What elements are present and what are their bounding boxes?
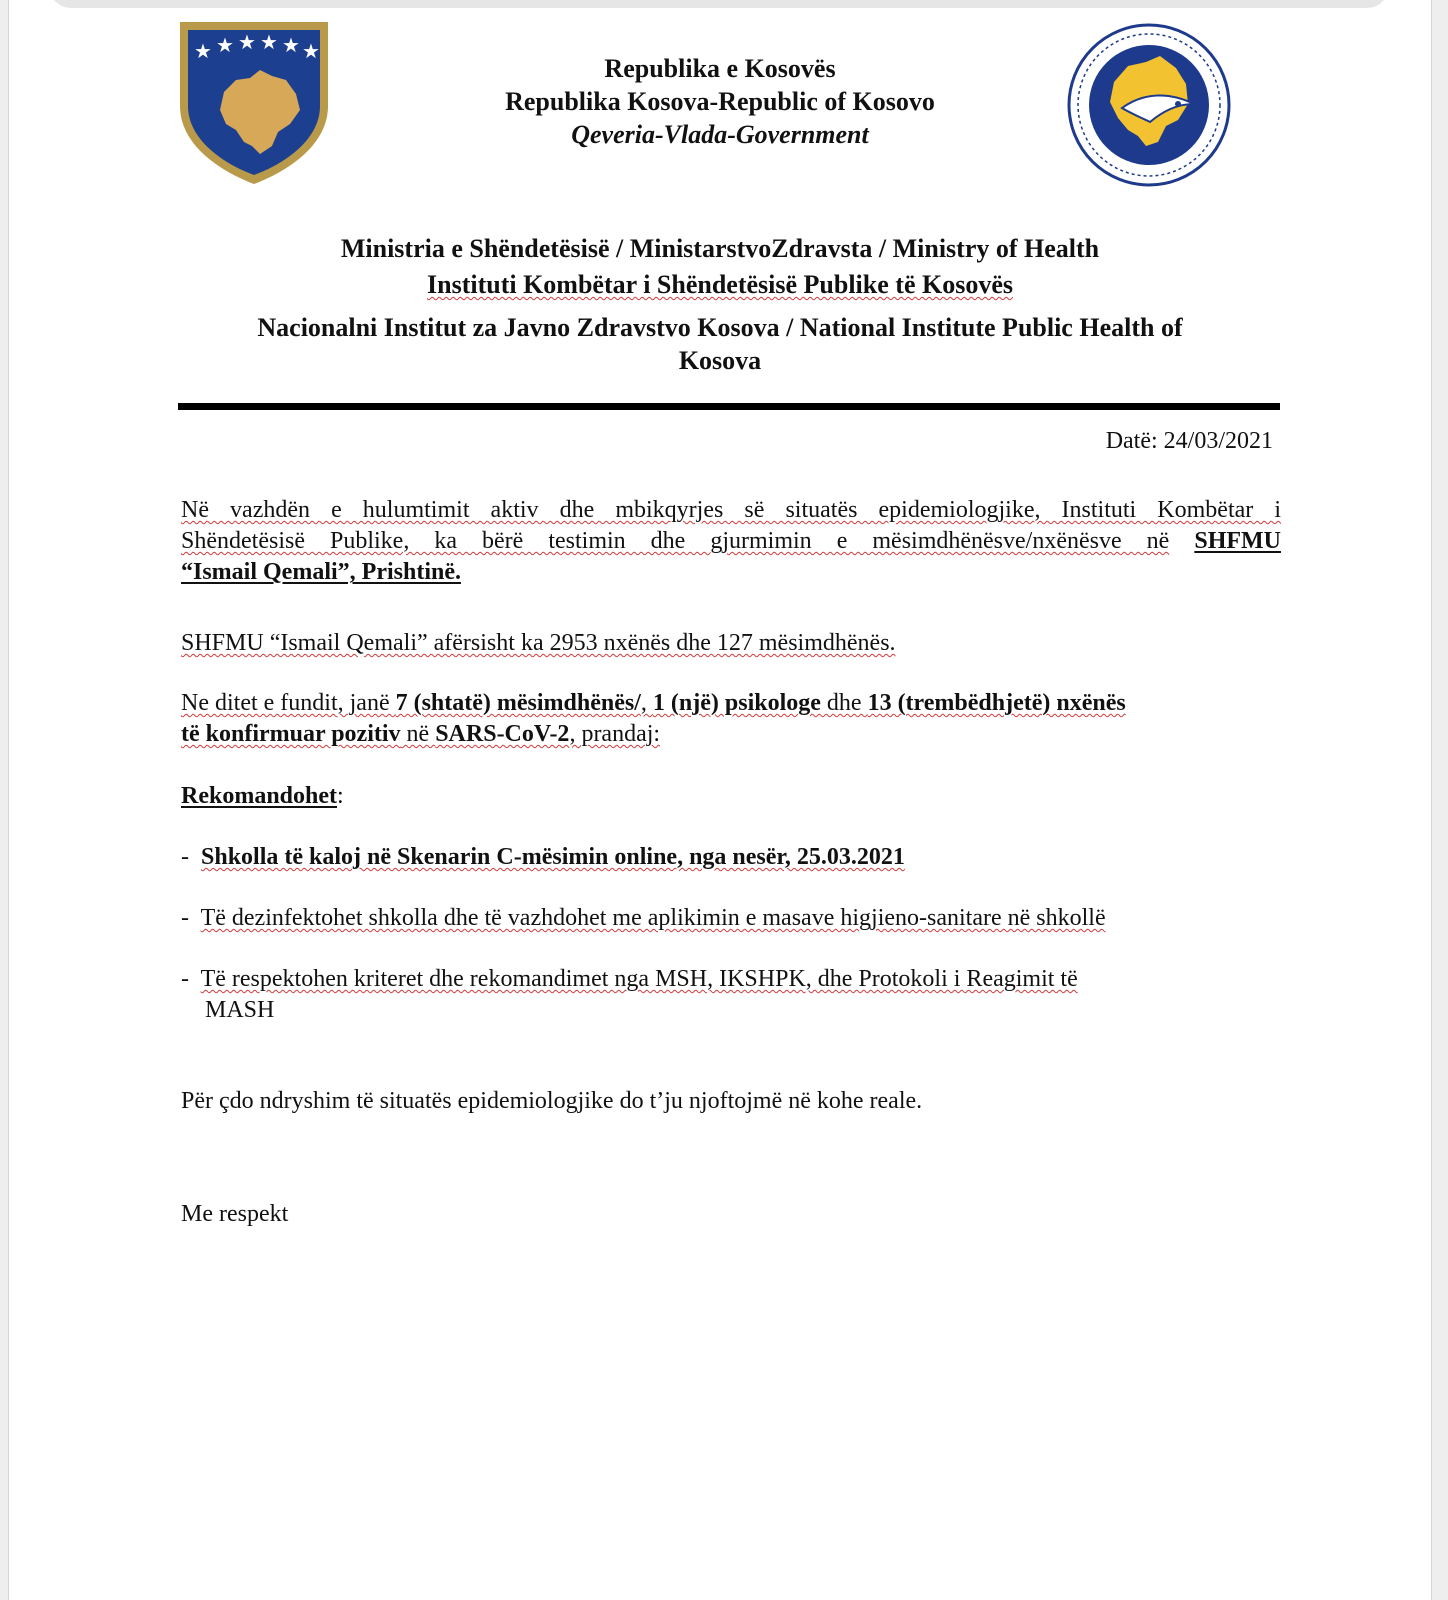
bullet-mark: -: [181, 966, 189, 992]
document-page: [8, 0, 1432, 1600]
recommendation-colon: :: [337, 783, 344, 809]
signoff: Me respekt: [181, 1201, 289, 1227]
paragraph-1-line-2: Shëndetësisë Publike, ka bërë testimin dhe gjurmimin e mësimdhënësve/nxënësve në: [181, 528, 1170, 554]
p3-text-3: dhe: [820, 690, 868, 716]
bullet-1-text: Shkolla të kaloj në Skenarin C-mësimin online, nga nesër, 25.03.2021: [201, 844, 905, 870]
ministry-line-1: Ministria e Shëndetësisë / MinistarstvoZdravsta / Ministry of Health: [340, 234, 1100, 263]
p3-text-4: në: [400, 721, 436, 747]
paragraph-1-line-1: Në vazhdën e hulumtimit aktiv dhe mbikqyrjes së situatës epidemiologjike, Instituti Kombëtar i: [181, 497, 1281, 523]
p3-teachers: 7 (shtatë) mësimdhënës/: [395, 690, 641, 716]
bullet-2: [181, 903, 1291, 934]
p3-psychologist: 1 (një) psikologe: [652, 690, 821, 716]
p3-text-5: , prandaj:: [569, 721, 661, 747]
ministry-line-3: Nacionalni Institut za Javno Zdravstvo Kosova / National Institute Public Health of: [257, 313, 1183, 342]
p3-virus: SARS-CoV-2: [435, 721, 570, 747]
bullet-1: [181, 842, 1291, 873]
svg-text:★: ★: [260, 30, 278, 54]
svg-text:★: ★: [216, 33, 234, 57]
bullet-3-text: Të respektohen kriteret dhe rekomandimet nga MSH, IKSHPK, dhe Protokoli i Reagimit të: [200, 966, 1078, 992]
header-divider: [178, 403, 1280, 410]
bullet-mark: -: [181, 905, 189, 931]
government-header: [9, 52, 1431, 151]
bullet-mark: -: [181, 844, 189, 870]
paragraph-2: SHFMU “Ismail Qemali” afërsisht ka 2953 nxënës dhe 127 mësimdhënës.: [181, 630, 896, 656]
paragraph-3: [181, 688, 1291, 750]
p3-text-1: Ne ditet e fundit, janë: [181, 690, 396, 716]
closing-statement: Për çdo ndryshim të situatës epidemiologjike do t’ju njoftojmë në kohe reale.: [181, 1088, 923, 1114]
header-line-3: Qeveria-Vlada-Government: [571, 120, 869, 149]
school-code: SHFMU: [1194, 528, 1282, 554]
bullet-3-text-cont: MASH: [205, 997, 275, 1023]
paragraph-1: [181, 495, 1281, 588]
svg-text:★: ★: [238, 30, 256, 54]
document-date: Datë: 24/03/2021: [1105, 428, 1273, 454]
ministry-line-2: Instituti Kombëtar i Shëndetësisë Publike të Kosovës: [427, 270, 1013, 299]
header-line-2: Republika Kosova-Republic of Kosovo: [505, 87, 935, 116]
p3-confirmed: të konfirmuar pozitiv: [181, 721, 401, 747]
bullet-3: [181, 964, 1291, 1026]
school-name: “Ismail Qemali”, Prishtinë.: [181, 559, 461, 585]
ministry-header: [9, 231, 1431, 377]
header-line-1: Republika e Kosovës: [604, 54, 836, 83]
ministry-line-4: Kosova: [678, 346, 762, 375]
recommendation-heading: Rekomandohet: [181, 783, 338, 809]
svg-text:★: ★: [302, 39, 320, 63]
svg-text:★: ★: [194, 39, 212, 63]
svg-text:★: ★: [282, 33, 300, 57]
page-top-edge: [49, 0, 1389, 8]
p3-students: 13 (trembëdhjetë) nxënës: [867, 690, 1126, 716]
bullet-2-text: Të dezinfektohet shkolla dhe të vazhdohet me aplikimin e masave higjieno-sanitare në shkollë: [200, 905, 1106, 931]
p3-text-2: ,: [640, 690, 653, 716]
